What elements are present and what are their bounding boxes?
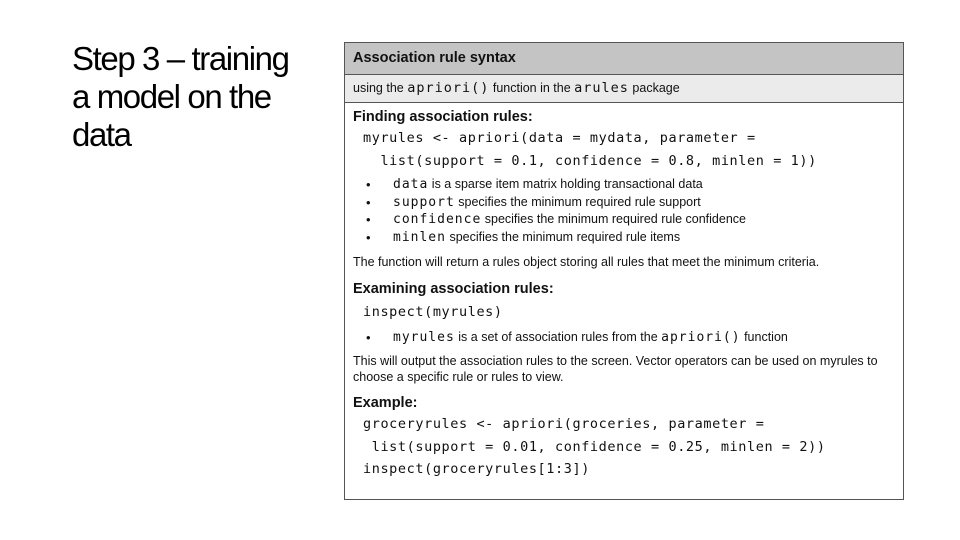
bullet-func: apriori()	[661, 329, 741, 345]
title-line: data	[72, 116, 131, 153]
finding-heading: Finding association rules:	[353, 109, 533, 125]
code-line: inspect(groceryrules[1:3])	[363, 461, 590, 477]
syntax-box	[344, 42, 904, 500]
subheader-func: apriori()	[407, 80, 490, 96]
bullet-desc: specifies the minimum required rule confidence	[481, 212, 746, 226]
bullet-term: data	[393, 177, 429, 192]
bullet-desc: specifies the minimum required rule items	[445, 229, 681, 244]
bullet-item	[363, 329, 895, 347]
code-line: myrules <- apriori(data = mydata, parameter =	[363, 130, 756, 146]
bullet-term: myrules	[393, 329, 455, 345]
bullet-term: minlen	[393, 229, 446, 245]
finding-bullets	[353, 176, 895, 246]
example-heading: Example:	[353, 395, 418, 411]
box-content	[345, 103, 903, 481]
bullet-item	[363, 194, 895, 212]
bullet-desc: is a sparse item matrix holding transactional data	[428, 177, 703, 191]
code-line: list(support = 0.1, confidence = 0.8, minlen = 1))	[363, 152, 817, 169]
bullet-item	[363, 229, 895, 247]
bullet-item	[363, 176, 895, 194]
code-line: list(support = 0.01, confidence = 0.25, minlen = 2))	[363, 438, 826, 455]
subheader-text: using the	[353, 81, 408, 95]
subheader-pkg: arules	[574, 80, 629, 96]
examining-heading: Examining association rules:	[353, 281, 554, 297]
code-line: inspect(myrules)	[363, 304, 503, 320]
box-header: Association rule syntax	[345, 43, 903, 75]
bullet-desc: specifies the minimum required rule support	[454, 194, 701, 209]
slide-title	[72, 40, 322, 154]
finding-note: The function will return a rules object storing all rules that meet the minimum criteria.	[353, 255, 820, 269]
bullet-desc: is a set of association rules from the	[454, 329, 662, 344]
bullet-term: confidence	[393, 212, 482, 227]
box-subheader	[345, 75, 903, 103]
bullet-term: support	[393, 194, 455, 210]
examining-bullets	[353, 329, 895, 347]
title-line: a model on the	[72, 78, 271, 115]
bullet-item	[363, 211, 895, 229]
examining-note: This will output the association rules to the screen. Vector operators can be used on myrules to choose a specific rule or rules to view.	[353, 354, 878, 384]
bullet-desc: function	[740, 329, 788, 344]
subheader-text: package	[628, 81, 680, 95]
title-line: Step 3 – training	[72, 40, 289, 77]
subheader-text: function in the	[489, 81, 575, 95]
code-line: groceryrules <- apriori(groceries, parameter =	[363, 416, 765, 432]
